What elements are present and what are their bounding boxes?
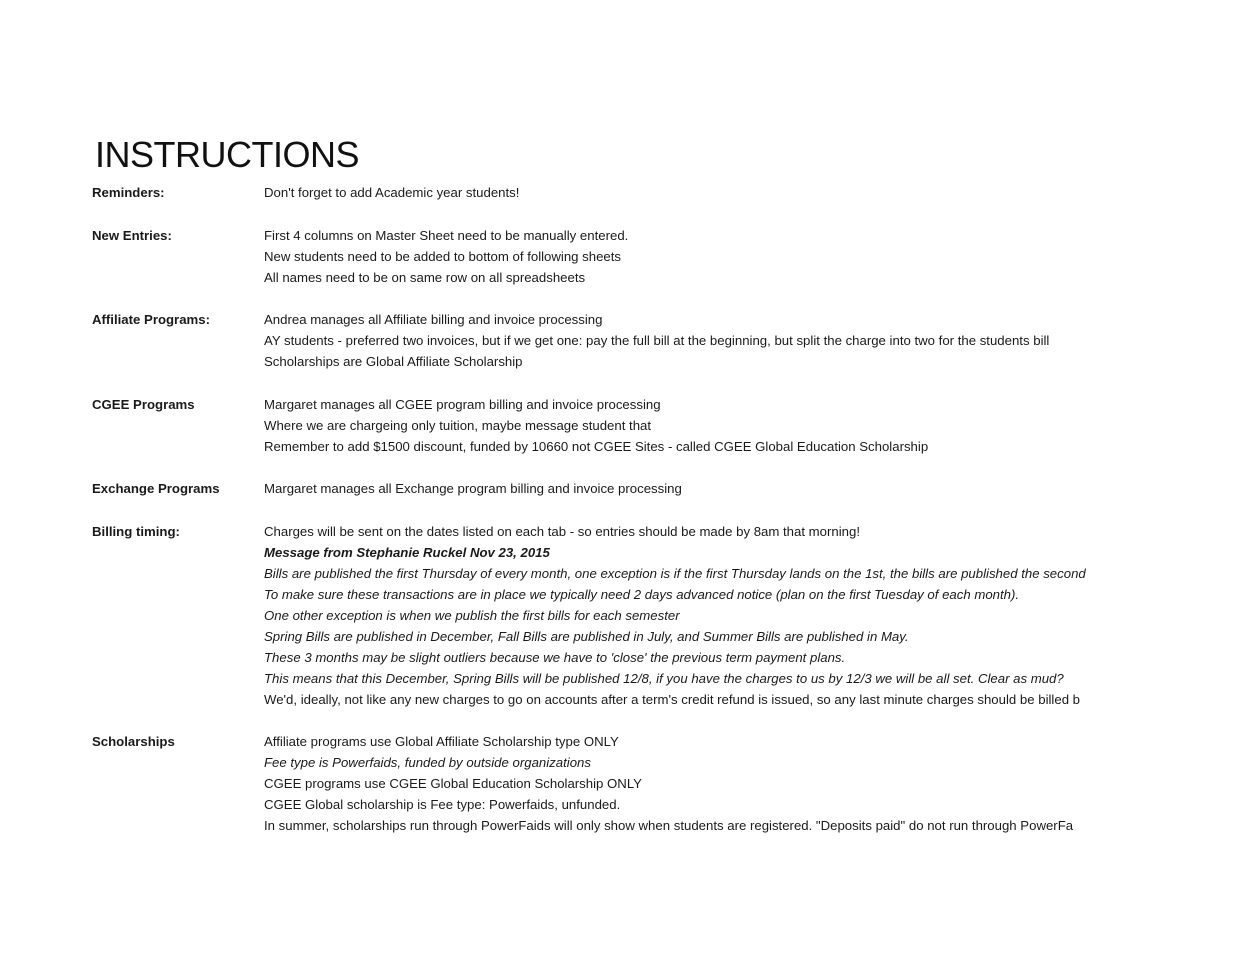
text-line: Scholarships are Global Affiliate Scholarship	[264, 354, 523, 369]
text-line: These 3 months may be slight outliers because we have to 'close' the previous term payment plans.	[264, 649, 846, 665]
section-content	[264, 225, 1167, 288]
text-line: Margaret manages all Exchange program billing and invoice processing	[264, 481, 682, 496]
text-line: Margaret manages all CGEE program billing and invoice processing	[264, 396, 661, 412]
text-line: Spring Bills are published in December, Fall Bills are published in July, and Summer Bills are published in May.	[264, 628, 909, 644]
message-heading: Message from Stephanie Ruckel Nov 23, 2015	[264, 544, 550, 560]
text-line: To make sure these transactions are in place we typically need 2 days advanced notice (plan on the first Tuesday of each month).	[264, 586, 1020, 602]
text-line: Remember to add $1500 discount, funded by 10660 not CGEE Sites - called CGEE Global Education Scholarship	[264, 438, 929, 454]
text-line: We'd, ideally, not like any new charges to go on accounts after a term's credit refund is issued, so any last minute charges should be billed b	[264, 691, 1081, 707]
text-line: All names need to be on same row on all spreadsheets	[264, 269, 586, 285]
section-exchange-programs	[92, 478, 1167, 499]
section-label: Reminders:	[92, 185, 165, 200]
text-line: This means that this December, Spring Bills will be published 12/8, if you have the charges to us by 12/3 we will be all set. Clear as mud?	[264, 670, 1064, 686]
text-line: Where we are chargeing only tuition, maybe message student that	[264, 417, 652, 433]
text-line: Affiliate programs use Global Affiliate Scholarship type ONLY	[264, 734, 619, 749]
instructions-sections	[92, 182, 1167, 836]
section-label: Exchange Programs	[92, 481, 220, 496]
spacer	[92, 288, 1167, 310]
section-label: Affiliate Programs:	[92, 312, 210, 327]
section-content	[264, 309, 1167, 372]
section-label: Billing timing:	[92, 523, 180, 539]
text-line: CGEE programs use CGEE Global Education Scholarship ONLY	[264, 776, 642, 791]
text-line: One other exception is when we publish the first bills for each semester	[264, 607, 680, 623]
section-cgee-programs	[92, 394, 1167, 457]
text-line: In summer, scholarships run through PowerFaids will only show when students are registered. "Deposits paid" do not run through PowerFa	[264, 818, 1074, 833]
section-content	[264, 394, 1167, 457]
section-content	[264, 478, 1167, 499]
section-affiliate-programs	[92, 309, 1167, 372]
section-scholarships	[92, 731, 1167, 836]
section-content	[264, 182, 1167, 203]
section-new-entries	[92, 225, 1167, 288]
text-line: First 4 columns on Master Sheet need to be manually entered.	[264, 227, 629, 243]
section-content	[264, 521, 1167, 710]
text-line: New students need to be added to bottom of following sheets	[264, 248, 622, 264]
page-title: INSTRUCTIONS	[95, 134, 359, 175]
spacer	[92, 372, 1167, 394]
text-line: Charges will be sent on the dates listed on each tab - so entries should be made by 8am that morning!	[264, 523, 860, 539]
spacer	[92, 710, 1167, 732]
spacer	[92, 499, 1167, 521]
spacer	[92, 203, 1167, 225]
section-content	[264, 731, 1167, 836]
spacer	[92, 457, 1167, 479]
text-line: Bills are published the first Thursday of every month, one exception is if the first Thursday lands on the 1st, the bills are published the second	[264, 565, 1086, 581]
text-line: Fee type is Powerfaids, funded by outside organizations	[264, 755, 591, 770]
section-label: New Entries:	[92, 227, 172, 243]
section-reminders	[92, 182, 1167, 203]
text-line: CGEE Global scholarship is Fee type: Powerfaids, unfunded.	[264, 797, 621, 812]
text-line: Andrea manages all Affiliate billing and invoice processing	[264, 312, 603, 327]
text-line: AY students - preferred two invoices, but if we get one: pay the full bill at the beginning, but split the charge into two for the students bill	[264, 333, 1050, 348]
section-label: CGEE Programs	[92, 396, 195, 412]
section-billing-timing	[92, 521, 1167, 710]
section-label: Scholarships	[92, 734, 175, 749]
text-line: Don't forget to add Academic year students!	[264, 185, 520, 200]
